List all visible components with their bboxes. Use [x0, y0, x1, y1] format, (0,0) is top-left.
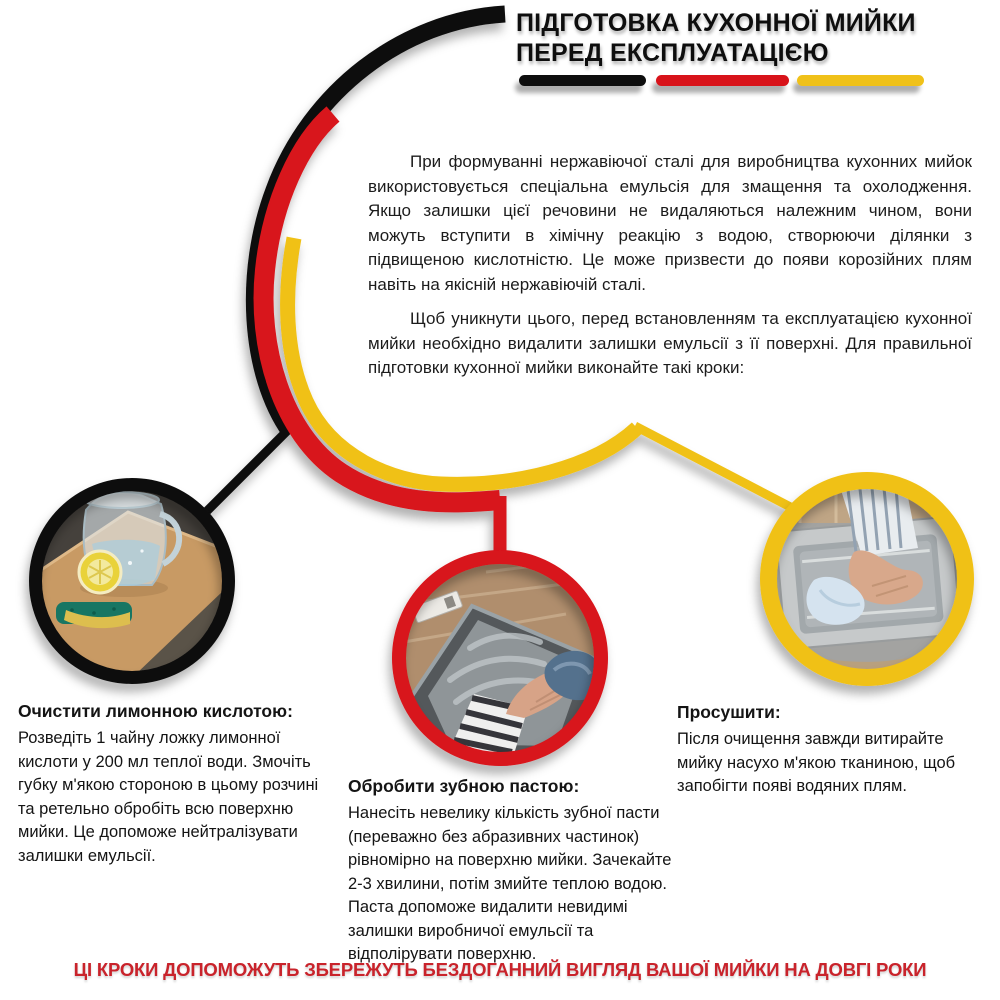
intro-paragraph-1: При формуванні нержавіючої сталі для виробництва кухонних мийок використовується спеціальна емульсія для змащення та охолодження. Якщо залишки цієї речовини не видаляються належним чином, вони можуть вступити в хімічну реакцію з водою, створюючи ділянки з підвищеною кислотністю. Це може призвести до появи корозійних плям навіть на якісній нержавіючій сталі.: [368, 152, 972, 294]
page-title-line2: ПЕРЕД ЕКСПЛУАТАЦІЄЮ: [516, 39, 829, 67]
yellow-connector-line: [635, 426, 800, 512]
step-citric-acid-heading: Очистити лимонною кислотою:: [18, 701, 293, 721]
step-toothpaste-heading: Обробити зубною пастою:: [348, 776, 580, 796]
step-toothpaste-body: Нанесіть невелику кількість зубної пасти (переважно без абразивних частинок) рівномірно на поверхню мийки. Зачекайте 2-3 хвилини, потім змийте теплою водою. Паста допоможе видалити невидимі залишки виробничої емульсії та відполірувати поверхню.: [348, 804, 672, 963]
page-title: [516, 8, 976, 68]
step-dry-body: Після очищення завжди витирайте мийку насухо м'якою тканиною, щоб запобігти появі водяних плям.: [677, 730, 956, 795]
intro-paragraph-2: Щоб уникнути цього, перед встановленням та експлуатацією кухонної мийки необхідно видалити залишки емульсії з її поверхні. Для правильної підготовки кухонної мийки виконайте такі кроки:: [368, 309, 972, 377]
lemon-half: [79, 551, 121, 593]
step-citric-acid: [18, 701, 320, 868]
footer-slogan: ЦІ КРОКИ ДОПОМОЖУТЬ ЗБЕРЕЖУТЬ БЕЗДОГАННИЙ ВИГЛЯД ВАШОЇ МИЙКИ НА ДОВГІ РОКИ: [73, 959, 927, 980]
step-dry-heading: Просушити:: [677, 702, 781, 722]
step-citric-acid-body: Розведіть 1 чайну ложку лимонної кислоти у 200 мл теплої води. Змочіть губку м'якою стороною в цьому розчині та ретельно обробіть всю поверхню мийки. Це допоможе нейтралізувати залишки емульсії.: [18, 729, 319, 865]
title-underline-black: [519, 75, 646, 86]
step-toothpaste: [348, 776, 684, 967]
title-underline-red: [656, 75, 789, 86]
black-connector-line: [207, 428, 290, 511]
page-title-line1: ПІДГОТОВКА КУХОННОЇ МИЙКИ: [516, 9, 916, 37]
step-dry: [677, 702, 991, 799]
title-underline-yellow: [797, 75, 924, 86]
